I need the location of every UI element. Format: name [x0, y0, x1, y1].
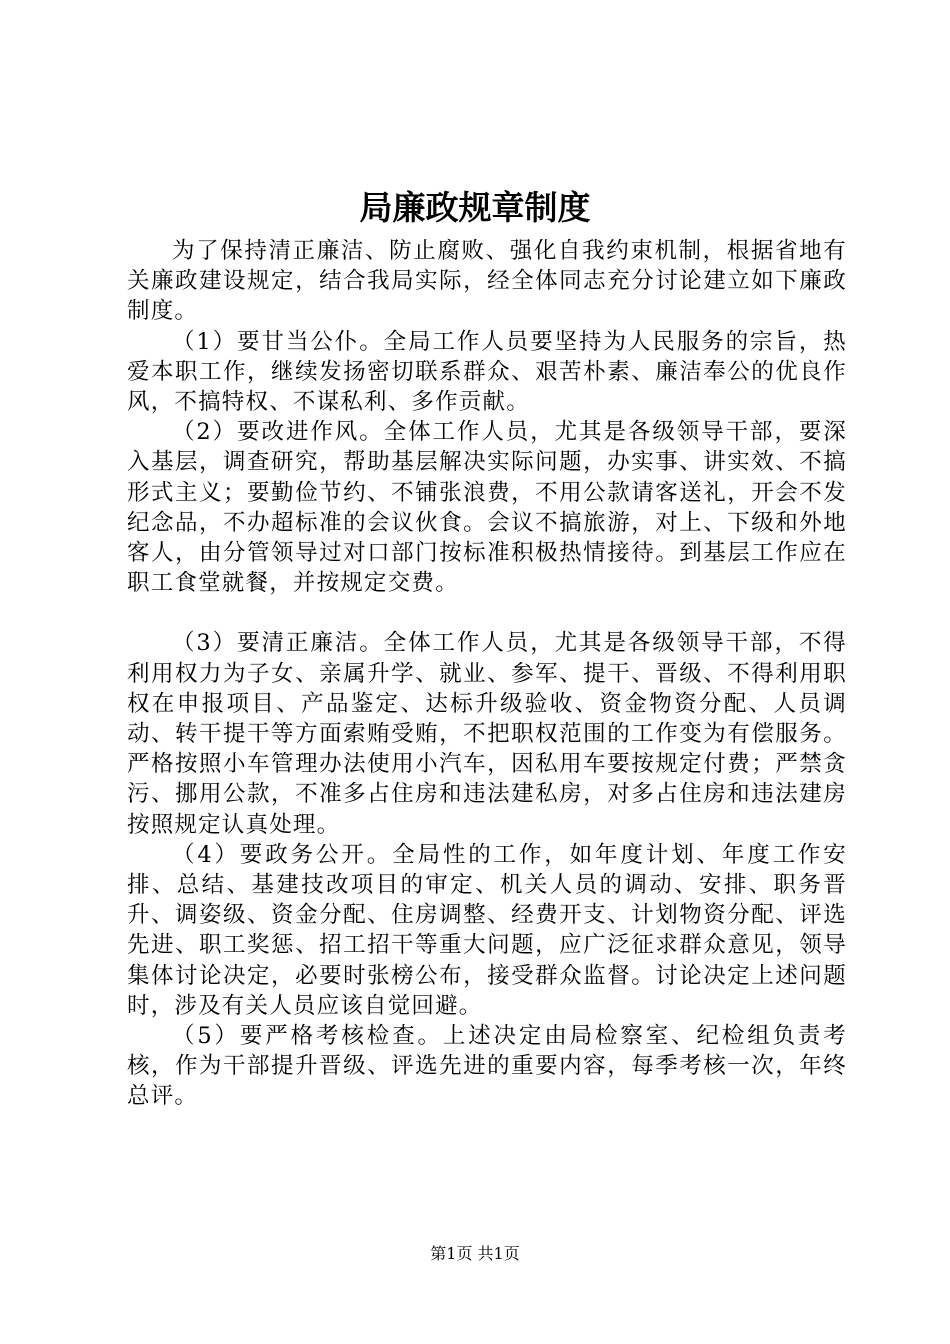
- document-title: 局廉政规章制度: [359, 188, 591, 227]
- rule-paragraph-2: （2）要改进作风。全体工作人员，尤其是各级领导干部，要深入基层，调查研究，帮助基层解决实际问题，办实事、讲实效、不搞形式主义；要勤俭节约、不铺张浪费，不用公款请客送礼，开会不发纪念品，不办超标准的会议伙食。会议不搞旅游，对上、下级和外地客人，由分管领导过对口部门按标准积极热情接待。到基层工作应在职工食堂就餐，并按规定交费。: [127, 419, 847, 597]
- document-body: [127, 236, 847, 1112]
- rule-paragraph-1: （1）要甘当公仆。全局工作人员要坚持为人民服务的宗旨，热爱本职工作，继续发扬密切联系群众、艰苦朴素、廉洁奉公的优良作风，不搞特权、不谋私利、多作贡献。: [127, 328, 847, 416]
- intro-paragraph: 为了保持清正廉洁、防止腐败、强化自我约束机制，根据省地有关廉政建设规定，结合我局实际，经全体同志充分讨论建立如下廉政制度。: [127, 238, 847, 325]
- page-footer: 第1页 共1页: [430, 1244, 520, 1263]
- rule-paragraph-3: （3）要清正廉洁。全体工作人员，尤其是各级领导干部，不得利用权力为子女、亲属升学、就业、参军、提干、晋级、不得利用职权在申报项目、产品鉴定、达标升级验收、资金物资分配、人员调动、转干提干等方面索贿受贿，不把职权范围的工作变为有偿服务。严格按照小车管理办法使用小汽车，因私用车要按规定付费；严禁贪污、挪用公款，不准多占住房和违法建私房，对多占住房和违法建房按照规定认真处理。: [127, 630, 847, 838]
- rule-paragraph-4: （4）要政务公开。全局性的工作，如年度计划、年度工作安排、总结、基建技改项目的审定、机关人员的调动、安排、职务晋升、调姿级、资金分配、住房调整、经费开支、计划物资分配、评选先进、职工奖惩、招工招干等重大问题，应广泛征求群众意见，领导集体讨论决定，必要时张榜公布，接受群众监督。讨论决定上述问题时，涉及有关人员应该自觉回避。: [127, 841, 847, 1019]
- rule-paragraph-5: （5）要严格考核检查。上述决定由局检察室、纪检组负责考核，作为干部提升晋级、评选先进的重要内容，每季考核一次，年终总评。: [127, 1023, 847, 1110]
